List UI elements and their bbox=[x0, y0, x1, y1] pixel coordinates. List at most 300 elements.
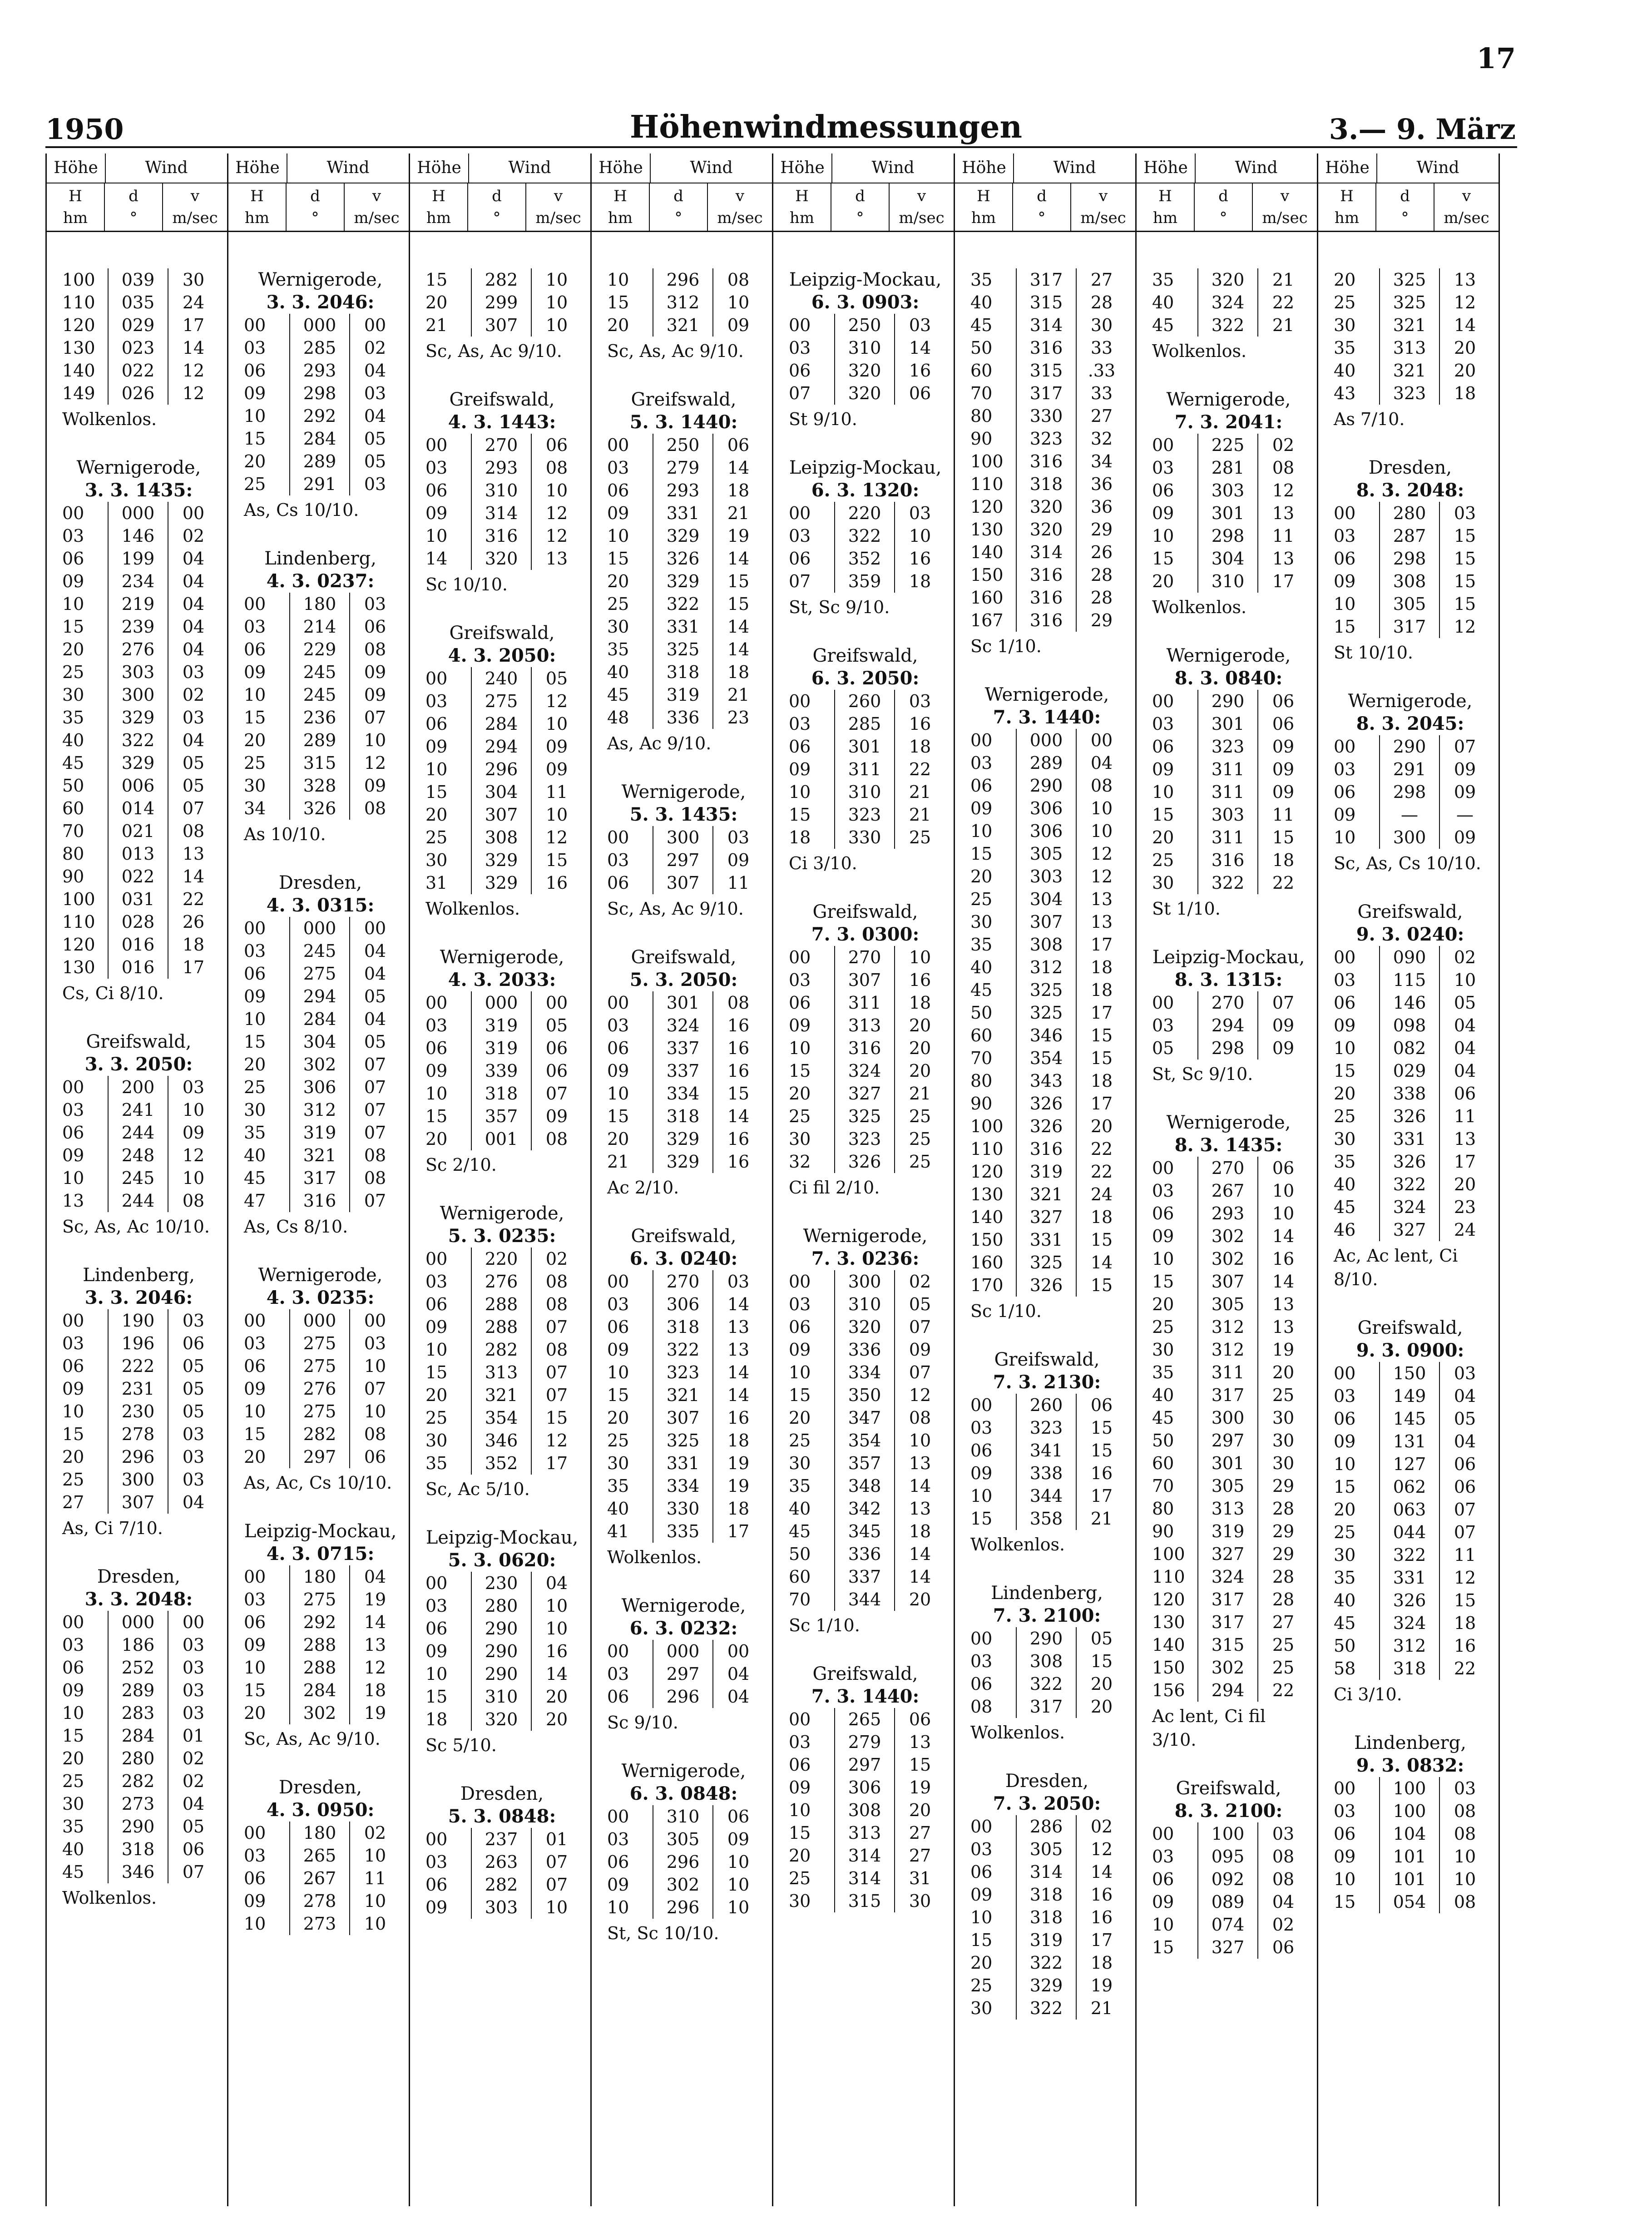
speed-cell: 02 bbox=[545, 1249, 568, 1269]
height-cell: 06 bbox=[789, 737, 811, 757]
height-cell: 15 bbox=[1334, 1061, 1356, 1081]
direction-cell: 310 bbox=[834, 337, 895, 359]
direction-cell: 023 bbox=[108, 337, 168, 359]
direction-cell: 317 bbox=[289, 1167, 350, 1189]
table-row bbox=[782, 570, 948, 593]
direction-cell: 288 bbox=[471, 1293, 532, 1316]
table-row bbox=[1146, 826, 1311, 849]
height-cell: 03 bbox=[607, 1664, 629, 1684]
table-row bbox=[1327, 525, 1493, 547]
direction-cell: 275 bbox=[289, 1588, 350, 1611]
direction-cell: 281 bbox=[1197, 456, 1258, 479]
direction-cell: 322 bbox=[1379, 1173, 1440, 1196]
column-header-units bbox=[592, 183, 772, 232]
speed-cell: 07 bbox=[364, 1379, 386, 1399]
speed-cell: 29 bbox=[1090, 610, 1113, 630]
table-row bbox=[1146, 1845, 1311, 1868]
speed-cell: 09 bbox=[1454, 827, 1476, 847]
direction-cell: 337 bbox=[653, 1037, 713, 1060]
d-label: d bbox=[855, 187, 865, 205]
speed-cell: 17 bbox=[182, 315, 205, 335]
station-name: Leipzig-Mockau, bbox=[789, 269, 942, 290]
station-name: Dresden, bbox=[278, 872, 362, 893]
height-cell: 20 bbox=[244, 1055, 266, 1074]
direction-cell: 270 bbox=[1197, 991, 1258, 1014]
speed-cell: 32 bbox=[1090, 429, 1113, 449]
direction-cell: 196 bbox=[108, 1332, 168, 1355]
speed-cell: 03 bbox=[182, 1658, 205, 1678]
speed-cell: 03 bbox=[182, 1703, 205, 1723]
speed-cell: 11 bbox=[1454, 1106, 1476, 1126]
height-cell: 130 bbox=[970, 520, 1004, 540]
height-cell: 15 bbox=[1152, 805, 1174, 825]
height-cell: 80 bbox=[1152, 1499, 1174, 1519]
direction-cell: 270 bbox=[471, 434, 532, 456]
table-row bbox=[56, 888, 222, 911]
height-cell: 00 bbox=[970, 1395, 993, 1415]
speed-cell: 14 bbox=[1272, 1272, 1295, 1292]
station-name: Wernigerode, bbox=[1166, 1112, 1291, 1133]
speed-cell: 25 bbox=[909, 827, 931, 847]
height-cell: 35 bbox=[789, 1476, 811, 1496]
speed-cell: 04 bbox=[182, 594, 205, 614]
height-cell: 100 bbox=[1152, 1544, 1185, 1564]
d-label: d bbox=[492, 187, 502, 205]
table-row bbox=[964, 1069, 1130, 1092]
speed-cell: 06 bbox=[727, 1807, 750, 1827]
direction-cell: 282 bbox=[471, 1873, 532, 1896]
height-cell: 15 bbox=[789, 805, 811, 825]
sounding-block bbox=[1146, 268, 1311, 363]
table-row bbox=[782, 1361, 948, 1384]
sounding-block bbox=[964, 1770, 1130, 2020]
table-row bbox=[56, 1121, 222, 1144]
height-cell: 03 bbox=[244, 617, 266, 637]
direction-cell: 252 bbox=[108, 1656, 168, 1679]
table-column bbox=[1318, 153, 1500, 2206]
height-cell: 06 bbox=[425, 1038, 448, 1058]
speed-cell: 02 bbox=[1454, 947, 1476, 967]
table-row bbox=[1146, 690, 1311, 713]
table-row bbox=[964, 1183, 1130, 1206]
hoehe-header: Höhe bbox=[1137, 153, 1196, 183]
height-cell: 10 bbox=[244, 406, 266, 426]
speed-cell: 07 bbox=[545, 1852, 568, 1872]
height-cell: 06 bbox=[62, 1123, 84, 1143]
height-cell: 45 bbox=[789, 1521, 811, 1541]
table-row bbox=[964, 1416, 1130, 1439]
table-row bbox=[237, 940, 403, 962]
direction-cell: 302 bbox=[289, 1702, 350, 1724]
direction-cell: 321 bbox=[1379, 359, 1440, 382]
height-cell: 110 bbox=[62, 912, 95, 932]
sounding-block bbox=[56, 268, 222, 431]
height-cell: 40 bbox=[62, 1839, 84, 1859]
height-cell: 03 bbox=[425, 458, 448, 478]
height-cell: 35 bbox=[970, 270, 993, 290]
table-row bbox=[782, 1708, 948, 1731]
height-cell: 40 bbox=[1334, 1590, 1356, 1610]
date-range: 3.— 9. März bbox=[1329, 113, 1516, 146]
msec-unit: m/sec bbox=[1444, 209, 1489, 227]
table-row bbox=[964, 1838, 1130, 1861]
direction-cell: 296 bbox=[653, 268, 713, 291]
table-row bbox=[964, 541, 1130, 564]
height-cell: 03 bbox=[62, 1333, 84, 1353]
sounding-block bbox=[1146, 388, 1311, 619]
height-cell: 00 bbox=[244, 1311, 266, 1331]
speed-cell: 05 bbox=[364, 1032, 386, 1052]
wind-header: Wind bbox=[1053, 158, 1096, 177]
height-cell: 35 bbox=[1152, 270, 1174, 290]
direction-cell: 331 bbox=[653, 502, 713, 525]
cloud-note: As, Ac, Cs 10/10. bbox=[244, 1473, 392, 1493]
table-row bbox=[237, 797, 403, 820]
direction-cell: 300 bbox=[1197, 1406, 1258, 1429]
height-cell: 60 bbox=[970, 361, 993, 381]
cloud-note: St, Sc 10/10. bbox=[607, 1923, 719, 1943]
height-cell: 20 bbox=[1152, 827, 1174, 847]
observation-time: 4. 3. 0950: bbox=[266, 1799, 375, 1821]
speed-cell: 16 bbox=[1090, 1463, 1113, 1483]
station-name: Wernigerode, bbox=[621, 1595, 746, 1616]
table-row bbox=[1327, 593, 1493, 615]
height-cell: 18 bbox=[789, 827, 811, 847]
table-row bbox=[1327, 570, 1493, 593]
height-cell: 45 bbox=[1152, 315, 1174, 335]
msec-unit: m/sec bbox=[354, 209, 400, 227]
table-row bbox=[964, 1394, 1130, 1416]
speed-cell: 10 bbox=[545, 805, 568, 825]
table-row bbox=[601, 547, 767, 570]
speed-cell: 22 bbox=[1090, 1162, 1113, 1182]
table-row bbox=[1146, 1634, 1311, 1656]
speed-cell: 07 bbox=[364, 1100, 386, 1120]
speed-cell: 03 bbox=[909, 691, 931, 711]
speed-cell: 10 bbox=[909, 1431, 931, 1451]
observation-time: 4. 3. 2033: bbox=[448, 969, 556, 990]
height-cell: 03 bbox=[607, 458, 629, 478]
direction-cell: 308 bbox=[1379, 570, 1440, 593]
table-row bbox=[237, 1053, 403, 1076]
speed-cell: 31 bbox=[909, 1868, 931, 1888]
height-cell: 06 bbox=[607, 1852, 629, 1872]
height-cell: 40 bbox=[789, 1499, 811, 1519]
height-cell: 48 bbox=[607, 708, 629, 728]
table-row bbox=[1146, 570, 1311, 593]
direction-cell: 311 bbox=[1197, 826, 1258, 849]
table-row bbox=[1327, 1128, 1493, 1150]
table-row bbox=[964, 1951, 1130, 1974]
height-cell: 10 bbox=[1334, 827, 1356, 847]
speed-cell: 15 bbox=[1090, 1230, 1113, 1250]
speed-cell: 18 bbox=[727, 1499, 750, 1519]
speed-cell: 10 bbox=[727, 1875, 750, 1895]
table-row bbox=[237, 1844, 403, 1867]
height-cell: 140 bbox=[62, 361, 95, 381]
speed-cell: 19 bbox=[364, 1589, 386, 1609]
height-cell: 20 bbox=[1152, 1294, 1174, 1314]
table-row bbox=[419, 268, 585, 291]
speed-cell: 03 bbox=[364, 1333, 386, 1353]
observation-time: 3. 3. 2048: bbox=[84, 1589, 193, 1610]
direction-cell: 316 bbox=[1016, 564, 1077, 586]
height-cell: 06 bbox=[425, 1875, 448, 1895]
direction-cell: 311 bbox=[834, 758, 895, 781]
speed-cell: 04 bbox=[1090, 753, 1113, 773]
height-cell: 00 bbox=[62, 1311, 84, 1331]
table-row bbox=[419, 1640, 585, 1663]
station-name: Wernigerode, bbox=[258, 1265, 383, 1286]
wind-header: Wind bbox=[145, 158, 188, 177]
h-label: H bbox=[795, 187, 809, 205]
sounding-block bbox=[964, 1348, 1130, 1556]
direction-cell: 240 bbox=[471, 667, 532, 690]
table-row bbox=[601, 1128, 767, 1150]
direction-cell: 022 bbox=[108, 359, 168, 382]
direction-cell: 307 bbox=[653, 1406, 713, 1429]
height-cell: 00 bbox=[425, 435, 448, 455]
column-body bbox=[410, 232, 590, 1919]
height-cell: 70 bbox=[970, 1048, 993, 1068]
speed-cell: 06 bbox=[364, 1447, 386, 1467]
height-cell: 06 bbox=[62, 1356, 84, 1376]
direction-cell: 115 bbox=[1379, 969, 1440, 991]
speed-cell: 17 bbox=[1090, 1486, 1113, 1506]
direction-cell: 319 bbox=[471, 1037, 532, 1060]
speed-cell: 13 bbox=[1272, 549, 1295, 569]
speed-cell: 16 bbox=[727, 1015, 750, 1035]
speed-cell: 18 bbox=[364, 1680, 386, 1700]
table-row bbox=[964, 1815, 1130, 1838]
direction-cell: 278 bbox=[289, 1890, 350, 1912]
direction-cell: 331 bbox=[653, 1452, 713, 1475]
direction-cell: 225 bbox=[1197, 434, 1258, 456]
direction-cell: 329 bbox=[653, 1128, 713, 1150]
table-row bbox=[782, 1014, 948, 1037]
height-cell: 00 bbox=[244, 315, 266, 335]
table-row bbox=[1146, 1225, 1311, 1248]
cloud-note: Sc 5/10. bbox=[425, 1735, 497, 1755]
speed-cell: 22 bbox=[1090, 1139, 1113, 1159]
height-cell: 03 bbox=[425, 691, 448, 711]
height-cell: 20 bbox=[425, 292, 448, 312]
v-label: v bbox=[372, 187, 381, 205]
msec-unit: m/sec bbox=[535, 209, 581, 227]
direction-cell: 100 bbox=[1197, 1822, 1258, 1845]
speed-cell: 19 bbox=[364, 1703, 386, 1723]
height-cell: 30 bbox=[1334, 1545, 1356, 1565]
height-cell: 00 bbox=[1152, 691, 1174, 711]
height-cell: 06 bbox=[62, 1658, 84, 1678]
table-row bbox=[1146, 314, 1311, 337]
sounding-block bbox=[56, 1030, 222, 1238]
cloud-note: Wolkenlos. bbox=[1152, 341, 1247, 361]
table-row bbox=[601, 1150, 767, 1173]
speed-cell: 06 bbox=[545, 435, 568, 455]
height-cell: 06 bbox=[789, 1317, 811, 1337]
speed-cell: 07 bbox=[182, 1862, 205, 1882]
speed-cell: 28 bbox=[1090, 588, 1113, 608]
cloud-note: Sc, As, Ac 9/10. bbox=[607, 899, 744, 919]
direction-cell: 344 bbox=[834, 1588, 895, 1611]
speed-cell: 15 bbox=[1454, 571, 1476, 591]
observation-time: 6. 3. 0240: bbox=[629, 1248, 738, 1269]
speed-cell: 36 bbox=[1090, 474, 1113, 494]
speed-cell: 10 bbox=[545, 480, 568, 500]
cloud-note: Wolkenlos. bbox=[62, 409, 157, 429]
height-cell: 30 bbox=[1334, 1129, 1356, 1149]
speed-cell: 16 bbox=[727, 1408, 750, 1428]
speed-cell: 03 bbox=[1454, 1778, 1476, 1798]
table-row bbox=[1327, 1150, 1493, 1173]
direction-cell: 297 bbox=[834, 1753, 895, 1776]
height-cell: 10 bbox=[1334, 1038, 1356, 1058]
height-cell: 00 bbox=[1152, 435, 1174, 455]
speed-cell: 12 bbox=[1454, 617, 1476, 637]
direction-cell: 318 bbox=[1379, 1657, 1440, 1680]
height-cell: 80 bbox=[62, 844, 84, 864]
height-cell: 09 bbox=[244, 1891, 266, 1911]
height-cell: 50 bbox=[789, 1544, 811, 1564]
height-cell: 15 bbox=[1334, 1892, 1356, 1912]
observation-time: 4. 3. 0315: bbox=[266, 895, 375, 916]
height-cell: 20 bbox=[607, 571, 629, 591]
table-row bbox=[782, 1128, 948, 1150]
direction-cell: 302 bbox=[289, 1053, 350, 1076]
table-row bbox=[1146, 1611, 1311, 1634]
direction-cell: 044 bbox=[1379, 1521, 1440, 1544]
speed-cell: 04 bbox=[182, 1794, 205, 1814]
column-header-top bbox=[1318, 153, 1499, 183]
height-cell: 45 bbox=[244, 1168, 266, 1188]
table-row bbox=[56, 547, 222, 570]
table-row bbox=[237, 774, 403, 797]
direction-cell: 320 bbox=[471, 547, 532, 570]
speed-cell: 28 bbox=[1090, 292, 1113, 312]
speed-cell: 04 bbox=[1454, 1015, 1476, 1035]
direction-cell: 289 bbox=[289, 450, 350, 473]
speed-cell: 10 bbox=[1272, 1181, 1295, 1201]
table-row bbox=[1146, 291, 1311, 314]
direction-cell: 322 bbox=[1016, 1997, 1077, 2020]
height-cell: 15 bbox=[425, 782, 448, 802]
table-row bbox=[782, 1844, 948, 1867]
table-row bbox=[601, 1475, 767, 1497]
station-name: Greifswald, bbox=[812, 901, 918, 922]
table-row bbox=[56, 1611, 222, 1634]
direction-cell: 330 bbox=[834, 826, 895, 849]
direction-cell: 291 bbox=[1379, 758, 1440, 781]
height-cell: 03 bbox=[62, 1100, 84, 1120]
table-row bbox=[56, 683, 222, 706]
speed-cell: 03 bbox=[1454, 503, 1476, 523]
speed-cell: 13 bbox=[1272, 1317, 1295, 1337]
height-cell: 20 bbox=[244, 730, 266, 750]
station-name: Wernigerode, bbox=[1348, 691, 1473, 712]
table-row bbox=[237, 917, 403, 940]
speed-cell: 14 bbox=[909, 338, 931, 358]
height-cell: 20 bbox=[970, 866, 993, 886]
observation-time: 8. 3. 1435: bbox=[1174, 1134, 1283, 1156]
speed-cell: 04 bbox=[182, 1492, 205, 1512]
table-row bbox=[1327, 1218, 1493, 1241]
observation-time: 9. 3. 0240: bbox=[1356, 924, 1464, 945]
direction-cell: 329 bbox=[471, 849, 532, 871]
direction-cell: 346 bbox=[471, 1429, 532, 1452]
table-row bbox=[964, 933, 1130, 956]
direction-cell: 326 bbox=[1016, 1092, 1077, 1115]
table-row bbox=[1146, 1936, 1311, 1959]
direction-cell: 063 bbox=[1379, 1498, 1440, 1521]
direction-cell: 296 bbox=[653, 1851, 713, 1873]
direction-cell: 346 bbox=[108, 1861, 168, 1883]
station-name: Wernigerode, bbox=[803, 1226, 928, 1247]
direction-cell: 296 bbox=[108, 1446, 168, 1468]
speed-cell: 08 bbox=[364, 1145, 386, 1165]
sounding-block bbox=[782, 1663, 948, 1912]
observation-time: 8. 3. 0840: bbox=[1174, 668, 1283, 689]
height-cell: 35 bbox=[62, 708, 84, 728]
direction-cell: 292 bbox=[289, 1611, 350, 1634]
direction-cell: 305 bbox=[1379, 593, 1440, 615]
table-row bbox=[1327, 1845, 1493, 1868]
page-title: Höhenwindmessungen bbox=[629, 109, 1022, 145]
direction-cell: 322 bbox=[1379, 1544, 1440, 1566]
height-cell: 160 bbox=[970, 1253, 1004, 1272]
table-row bbox=[782, 1731, 948, 1753]
table-row bbox=[964, 268, 1130, 291]
direction-cell: 322 bbox=[653, 1338, 713, 1361]
table-row bbox=[782, 1338, 948, 1361]
height-cell: 100 bbox=[62, 889, 95, 909]
height-cell: 160 bbox=[970, 588, 1004, 608]
table-row bbox=[1327, 1612, 1493, 1634]
height-cell: 15 bbox=[1334, 1477, 1356, 1497]
table-row bbox=[782, 713, 948, 735]
direction-cell: 035 bbox=[108, 291, 168, 314]
table-row bbox=[237, 337, 403, 359]
direction-cell: 315 bbox=[834, 1890, 895, 1912]
cloud-note: Ac 2/10. bbox=[607, 1178, 679, 1198]
direction-cell: 263 bbox=[471, 1851, 532, 1873]
direction-cell: 270 bbox=[834, 946, 895, 969]
height-cell: 07 bbox=[789, 571, 811, 591]
station-name: Greifswald, bbox=[812, 645, 918, 666]
speed-cell: 15 bbox=[727, 1084, 750, 1104]
direction-cell: 293 bbox=[289, 359, 350, 382]
column-body bbox=[47, 232, 227, 1910]
speed-cell: 04 bbox=[1454, 1038, 1476, 1058]
table-row bbox=[237, 683, 403, 706]
table-row bbox=[419, 1452, 585, 1475]
direction-cell: 290 bbox=[1197, 690, 1258, 713]
direction-cell: 341 bbox=[1016, 1439, 1077, 1462]
height-cell: 50 bbox=[1334, 1636, 1356, 1656]
height-cell: 06 bbox=[1334, 782, 1356, 802]
direction-cell: 239 bbox=[108, 615, 168, 638]
direction-cell: 082 bbox=[1379, 1037, 1440, 1060]
table-row bbox=[237, 382, 403, 405]
table-row bbox=[56, 1702, 222, 1724]
direction-cell: 290 bbox=[1016, 774, 1077, 797]
speed-cell: 29 bbox=[1272, 1521, 1295, 1541]
table-row bbox=[601, 871, 767, 894]
direction-cell: 317 bbox=[1016, 382, 1077, 405]
direction-cell: 329 bbox=[108, 752, 168, 774]
speed-cell: 16 bbox=[909, 549, 931, 569]
direction-cell: 326 bbox=[653, 547, 713, 570]
